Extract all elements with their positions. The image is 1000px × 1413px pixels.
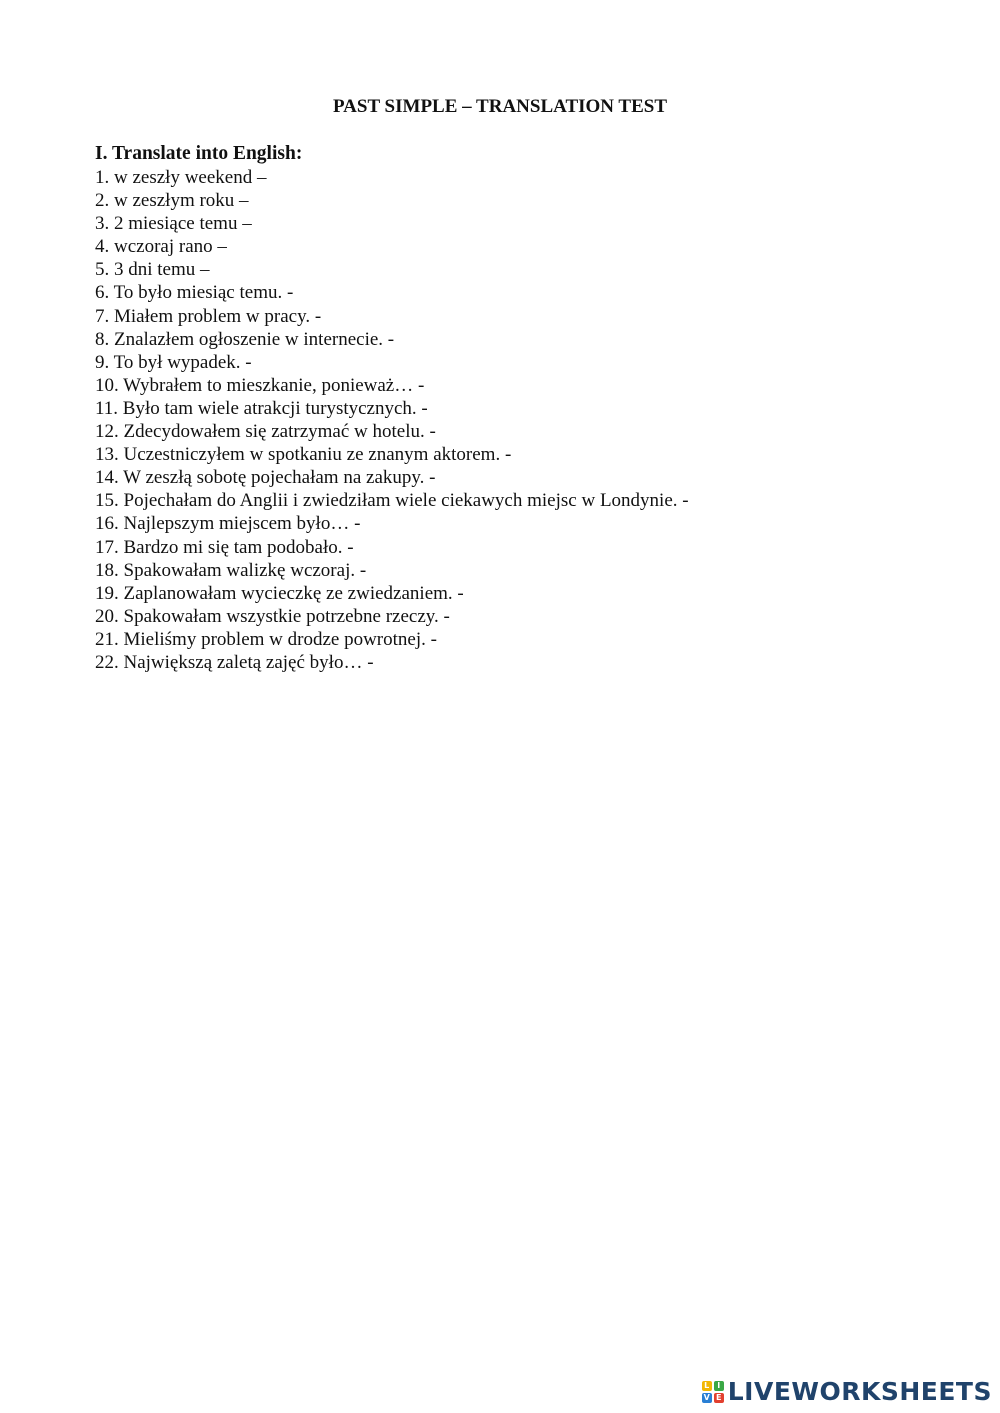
translation-item: 19. Zaplanowałam wycieczkę ze zwiedzaniem. - [95,582,464,604]
translation-item: 12. Zdecydowałem się zatrzymać w hotelu. - [95,421,436,443]
translation-item-list [95,166,915,674]
liveworksheets-logo-icon [702,1381,724,1403]
logo-tile: E [714,1393,724,1403]
translation-item: 1. w zeszły weekend – [95,167,267,188]
liveworksheets-watermark [702,1377,992,1407]
translation-item: 16. Najlepszym miejscem było… - [95,513,361,535]
translation-item: 5. 3 dni temu – [95,259,210,281]
translation-item: 22. Największą zaletą zajęć było… - [95,651,374,673]
logo-tile: V [703,1393,710,1402]
translation-section [95,141,915,674]
section-heading: I. Translate into English: [95,143,303,164]
translation-item: 2. w zeszłym roku – [95,190,249,212]
translation-item: 8. Znalazłem ogłoszenie w internecie. - [95,328,395,350]
translation-item: 10. Wybrałem to mieszkanie, ponieważ… - [95,374,425,396]
translation-item: 3. 2 miesiące temu – [95,213,252,235]
translation-item: 14. W zeszłą sobotę pojechałam na zakupy. - [95,467,436,489]
page-title: PAST SIMPLE – TRANSLATION TEST [332,96,667,117]
translation-item: 6. To było miesiąc temu. - [95,282,294,304]
translation-item: 11. Było tam wiele atrakcji turystycznych. - [95,397,428,419]
translation-item: 17. Bardzo mi się tam podobało. - [95,536,354,558]
translation-item: 13. Uczestniczyłem w spotkaniu ze znanym aktorem. - [95,444,512,466]
translation-item: 9. To był wypadek. - [95,351,252,373]
translation-item: 7. Miałem problem w pracy. - [95,305,322,327]
translation-item: 4. wczoraj rano – [95,236,227,258]
translation-item: 15. Pojechałam do Anglii i zwiedziłam wiele ciekawych miejsc w Londynie. - [95,490,689,512]
logo-tile: I [714,1381,724,1391]
translation-item: 18. Spakowałam walizkę wczoraj. - [95,559,367,581]
brand-text: LIVEWORKSHEETS [727,1377,992,1406]
translation-item: 20. Spakowałam wszystkie potrzebne rzeczy. - [95,605,450,627]
logo-tile: L [702,1381,712,1391]
translation-item: 21. Mieliśmy problem w drodze powrotnej. - [95,628,437,650]
